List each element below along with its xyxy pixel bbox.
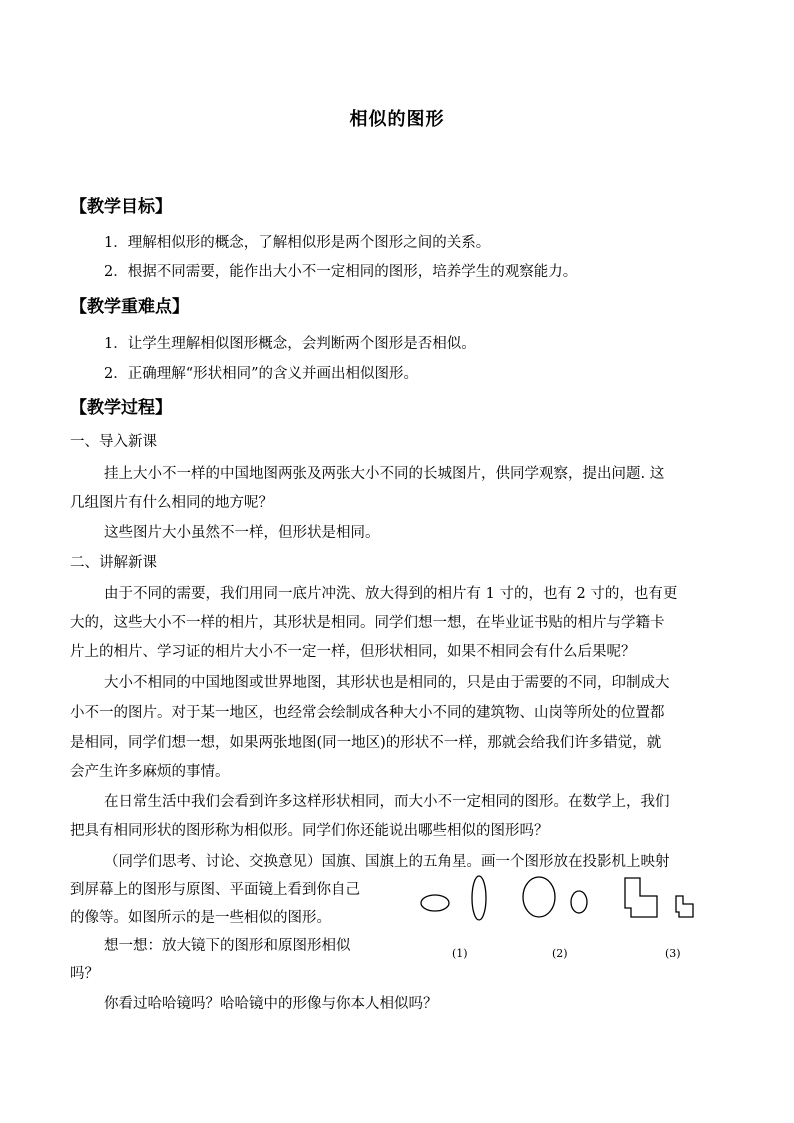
figure-label-2: (2): [552, 947, 568, 960]
heading-teaching-goals: 【教学目标】: [70, 197, 172, 217]
paragraph-line: 你看过哈哈镜吗？哈哈镜中的形像与你本人相似吗？: [104, 996, 438, 1012]
paragraph-line: 几组图片有什么相同的地方呢？: [70, 495, 273, 511]
paragraph-line: 吗？: [70, 966, 99, 982]
figure-label-3: (3): [665, 947, 681, 960]
paragraph-line: 是相同，同学们想一想，如果两张地图(同一地区)的形状不一样，那就会给我们许多错觉，就: [70, 735, 662, 751]
small-oval-shape: [571, 891, 587, 913]
paragraph-line: 大小不相同的中国地图或世界地图，其形状也是相同的，只是由于需要的不同，印制成大: [104, 675, 670, 691]
goal-item-1: 1．理解相似形的概念，了解相似形是两个图形之间的关系。: [104, 235, 491, 251]
tall-ellipse-shape: [472, 876, 486, 920]
paragraph-line: 把具有相同形状的图形称为相似形。同学们你还能说出哪些相似的图形吗？: [70, 823, 549, 839]
paragraph-line: 大的，这些大小不一样的相片，其形状是相同。同学们想一想，在毕业证书贴的相片与学籍卡: [70, 615, 665, 631]
paragraph-line: 会产生许多麻烦的事情。: [70, 764, 230, 780]
paragraph-line: 挂上大小不一样的中国地图两张及两张大小不同的长城图片，供同学观察，提出问题. 这: [104, 466, 665, 482]
paragraph-line: 到屏幕上的图形与原图、平面镜上看到你自己: [70, 882, 360, 898]
paragraph-line: 由于不同的需要，我们用同一底片冲洗、放大得到的相片有 1 寸的，也有 2 寸的，也有更: [104, 586, 678, 602]
key-point-item-1: 1．让学生理解相似图形概念，会判断两个图形是否相似。: [104, 336, 476, 352]
part2-heading: 二、讲解新课: [70, 555, 157, 571]
goal-item-2: 2．根据不同需要，能作出大小不一定相同的图形，培养学生的观察能力。: [104, 264, 578, 280]
horizontal-ellipse-shape: [421, 895, 449, 911]
heading-teaching-process: 【教学过程】: [70, 398, 172, 418]
large-l-shape: [625, 878, 657, 917]
paragraph-line: （同学们思考、讨论、交换意见）国旗、国旗上的五角星。画一个图形放在投影机上映射: [104, 854, 670, 870]
paragraph-line: 这些图片大小虽然不一样，但形状是相同。: [104, 525, 380, 541]
paragraph-line: 想一想：放大镜下的图形和原图形相似: [104, 938, 351, 954]
paragraph-line: 在日常生活中我们会看到许多这样形状相同，而大小不一定相同的图形。在数学上，我们: [104, 794, 670, 810]
large-oval-shape: [523, 877, 555, 917]
paragraph-line: 片上的相片、学习证的相片大小不一定一样，但形状相同，如果不相同会有什么后果呢？: [70, 644, 636, 660]
document-title: 相似的图形: [349, 109, 445, 130]
similar-shapes-figure: [412, 868, 712, 968]
paragraph-line: 小不一的图片。对于某一地区，也经常会绘制成各种大小不同的建筑物、山岗等所处的位置都: [70, 705, 665, 721]
key-point-item-2: 2．正确理解“形状相同”的含义并画出相似图形。: [104, 366, 419, 382]
heading-key-points: 【教学重难点】: [70, 297, 189, 317]
figure-label-1: (1): [452, 947, 468, 960]
paragraph-line: 的像等。如图所示的是一些相似的图形。: [70, 910, 331, 926]
small-l-shape: [676, 896, 693, 917]
part1-heading: 一、导入新课: [70, 434, 157, 450]
